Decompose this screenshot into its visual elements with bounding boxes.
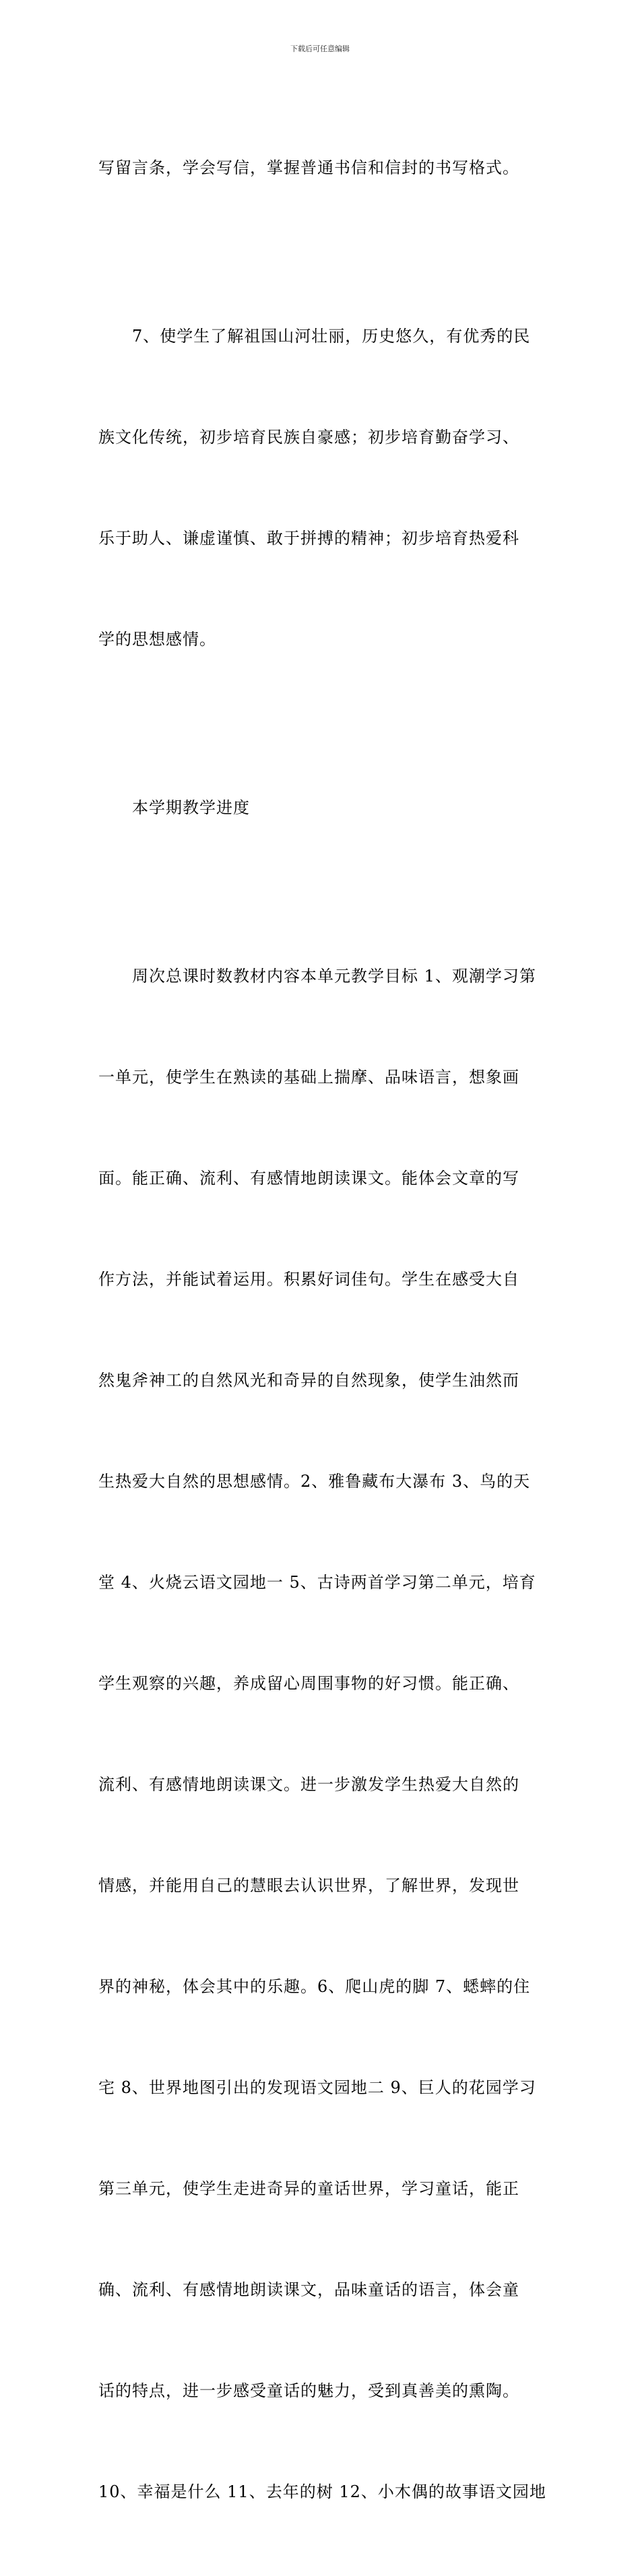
text-line: 7、使学生了解祖国山河壮丽，历史悠久，有优秀的民 — [132, 327, 531, 346]
paragraph-4 — [98, 892, 550, 2576]
text-line: 宅 8、世界地图引出的发现语文园地二 9、巨人的花园学习 — [98, 2078, 536, 2097]
text-line: 族文化传统，初步培育民族自豪感；初步培育勤奋学习、 — [98, 428, 519, 447]
text-line: 第三单元，使学生走进奇异的童话世界，学习童话，能正 — [98, 2179, 519, 2198]
text-line: 话的特点，进一步感受童话的魅力，受到真善美的熏陶。 — [98, 2381, 519, 2400]
text-line: 然鬼斧神工的自然风光和奇异的自然现象，使学生油然而 — [98, 1371, 519, 1390]
text-line: 学的思想感情。 — [98, 630, 216, 649]
text-line: 堂 4、火烧云语文园地一 5、古诗两首学习第二单元，培育 — [98, 1573, 536, 1592]
text-line: 周次总课时数教材内容本单元教学目标 1、观潮学习第 — [132, 967, 536, 986]
paragraph-3 — [98, 723, 550, 892]
text-line: 写留言条，学会写信，掌握普通书信和信封的书写格式。 — [98, 158, 519, 177]
text-line: 乐于助人、谦虚谨慎、敢于拼搏的精神；初步培育热爱科 — [98, 529, 519, 548]
text-line: 流利、有感情地朗读课文。进一步激发学生热爱大自然的 — [98, 1775, 519, 1794]
page-header: 下载后可任意编辑 — [290, 44, 350, 53]
text-line: 一单元，使学生在熟读的基础上揣摩、品味语言，想象画 — [98, 1068, 519, 1087]
text-line: 生热爱大自然的思想感情。2、雅鲁藏布大瀑布 3、鸟的天 — [98, 1472, 531, 1491]
section-heading: 本学期教学进度 — [132, 798, 250, 817]
text-line: 学生观察的兴趣，养成留心周围事物的好习惯。能正确、 — [98, 1674, 519, 1693]
paragraph-1 — [98, 84, 550, 252]
text-line: 作方法，并能试着运用。积累好词佳句。学生在感受大自 — [98, 1270, 519, 1289]
text-line: 确、流利、有感情地朗读课文，品味童话的语言，体会童 — [98, 2280, 519, 2299]
paragraph-2 — [98, 252, 550, 723]
document-body — [98, 84, 550, 2576]
text-line: 面。能正确、流利、有感情地朗读课文。能体会文章的写 — [98, 1169, 519, 1188]
text-line: 10、幸福是什么 11、去年的树 12、小木偶的故事语文园地 — [98, 2482, 546, 2501]
text-line: 情感，并能用自己的慧眼去认识世界，了解世界，发现世 — [98, 1876, 519, 1895]
text-line: 界的神秘，体会其中的乐趣。6、爬山虎的脚 7、蟋蟀的住 — [98, 1977, 531, 1996]
